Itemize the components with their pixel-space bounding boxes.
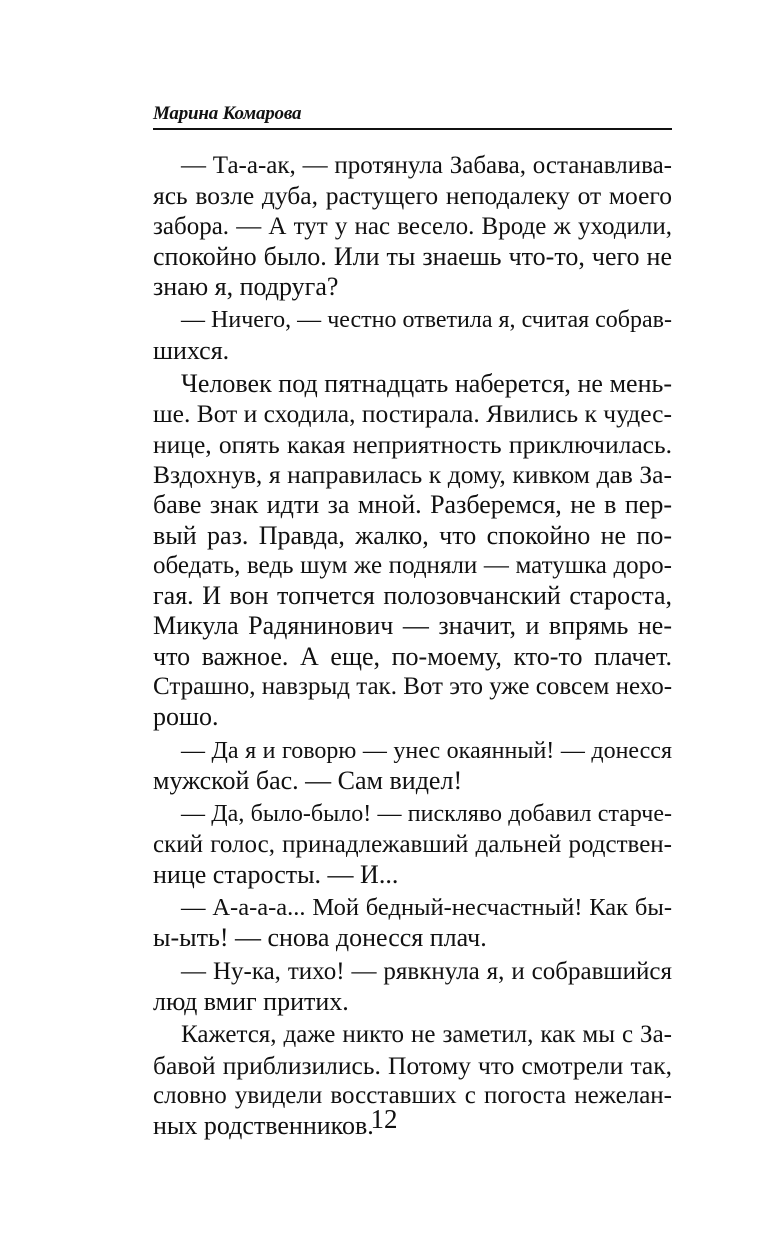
text-line: ясь возле дуба, растущего неподалеку от моего xyxy=(153,181,672,211)
text-line: бавой приблизились. Потому что смотрели так, xyxy=(153,1050,672,1080)
text-line: ы-ыть! — снова донесся плач. xyxy=(153,923,487,953)
paragraph xyxy=(153,151,672,302)
text-line: ше. Вот и сходила, постирала. Явились к чудес- xyxy=(153,399,672,429)
text-line: знаю я, подруга? xyxy=(153,272,339,302)
paragraph xyxy=(153,799,672,890)
text-line: ных родственников. xyxy=(153,1111,374,1141)
text-line: Микула Радянинович — значит, и впрямь не- xyxy=(153,611,672,641)
text-line: обедать, ведь шум же подняли — матушка доро- xyxy=(153,551,672,579)
text-line: — Да я и говорю — унес окаянный! — донесся xyxy=(181,737,672,764)
text-line: Страшно, навзрыд так. Вот это уже совсем нехо- xyxy=(153,673,673,701)
paragraph xyxy=(153,893,672,954)
text-line: — Та-а-ак, — протянула Забава, останавлива- xyxy=(181,152,672,179)
text-line: — Ну-ка, тихо! — рявкнула я, и собравшийся xyxy=(181,957,672,985)
text-line: баве знак идти за мной. Разберемся, не в пер- xyxy=(153,490,672,520)
paragraph xyxy=(153,369,672,733)
text-line: Кажется, даже никто не заметил, как мы с За- xyxy=(181,1021,672,1049)
text-line: — Ничего, — честно ответила я, считая собрав- xyxy=(181,307,672,334)
text-line: ский голос, принадлежавший дальней родствен- xyxy=(153,830,672,858)
text-line: люд вмиг притих. xyxy=(153,987,349,1017)
text-line: нице, опять какая неприятность приключилась. xyxy=(153,429,672,459)
author-name: Марина Комарова xyxy=(153,103,302,124)
text-line: словно увидели восставших с погоста нежелан- xyxy=(153,1081,672,1109)
text-line: Человек под пятнадцать наберется, не мень- xyxy=(181,369,672,399)
text-line: шихся. xyxy=(153,335,230,365)
text-line: мужской бас. — Сам видел! xyxy=(153,765,463,795)
paragraph xyxy=(153,736,672,797)
text-line: рошо. xyxy=(153,702,219,732)
text-line: что важное. А еще, по-моему, кто-то плачет. xyxy=(153,641,672,671)
page-number: 12 xyxy=(370,1104,398,1134)
text-line: вый раз. Правда, жалко, что спокойно не по- xyxy=(153,520,672,550)
paragraph xyxy=(153,957,672,1018)
text-line: нице старосты. — И... xyxy=(153,859,399,889)
paragraph xyxy=(153,305,672,366)
text-line: гая. И вон топчется полозовчанский староста, xyxy=(153,581,672,611)
text-line: забора. — А тут у нас весело. Вроде ж уходили, xyxy=(153,212,672,240)
running-header xyxy=(153,104,672,130)
text-line: — А-а-а-а... Мой бедный-несчастный! Как бы- xyxy=(181,894,672,922)
text-line: спокойно было. Или ты знаешь что-то, чего не xyxy=(153,241,672,271)
page-body xyxy=(153,151,672,1145)
text-line: — Да, было-было! — пискляво добавил старче- xyxy=(181,801,672,828)
text-line: Вздохнув, я направилась к дому, кивком дав За- xyxy=(153,459,672,489)
